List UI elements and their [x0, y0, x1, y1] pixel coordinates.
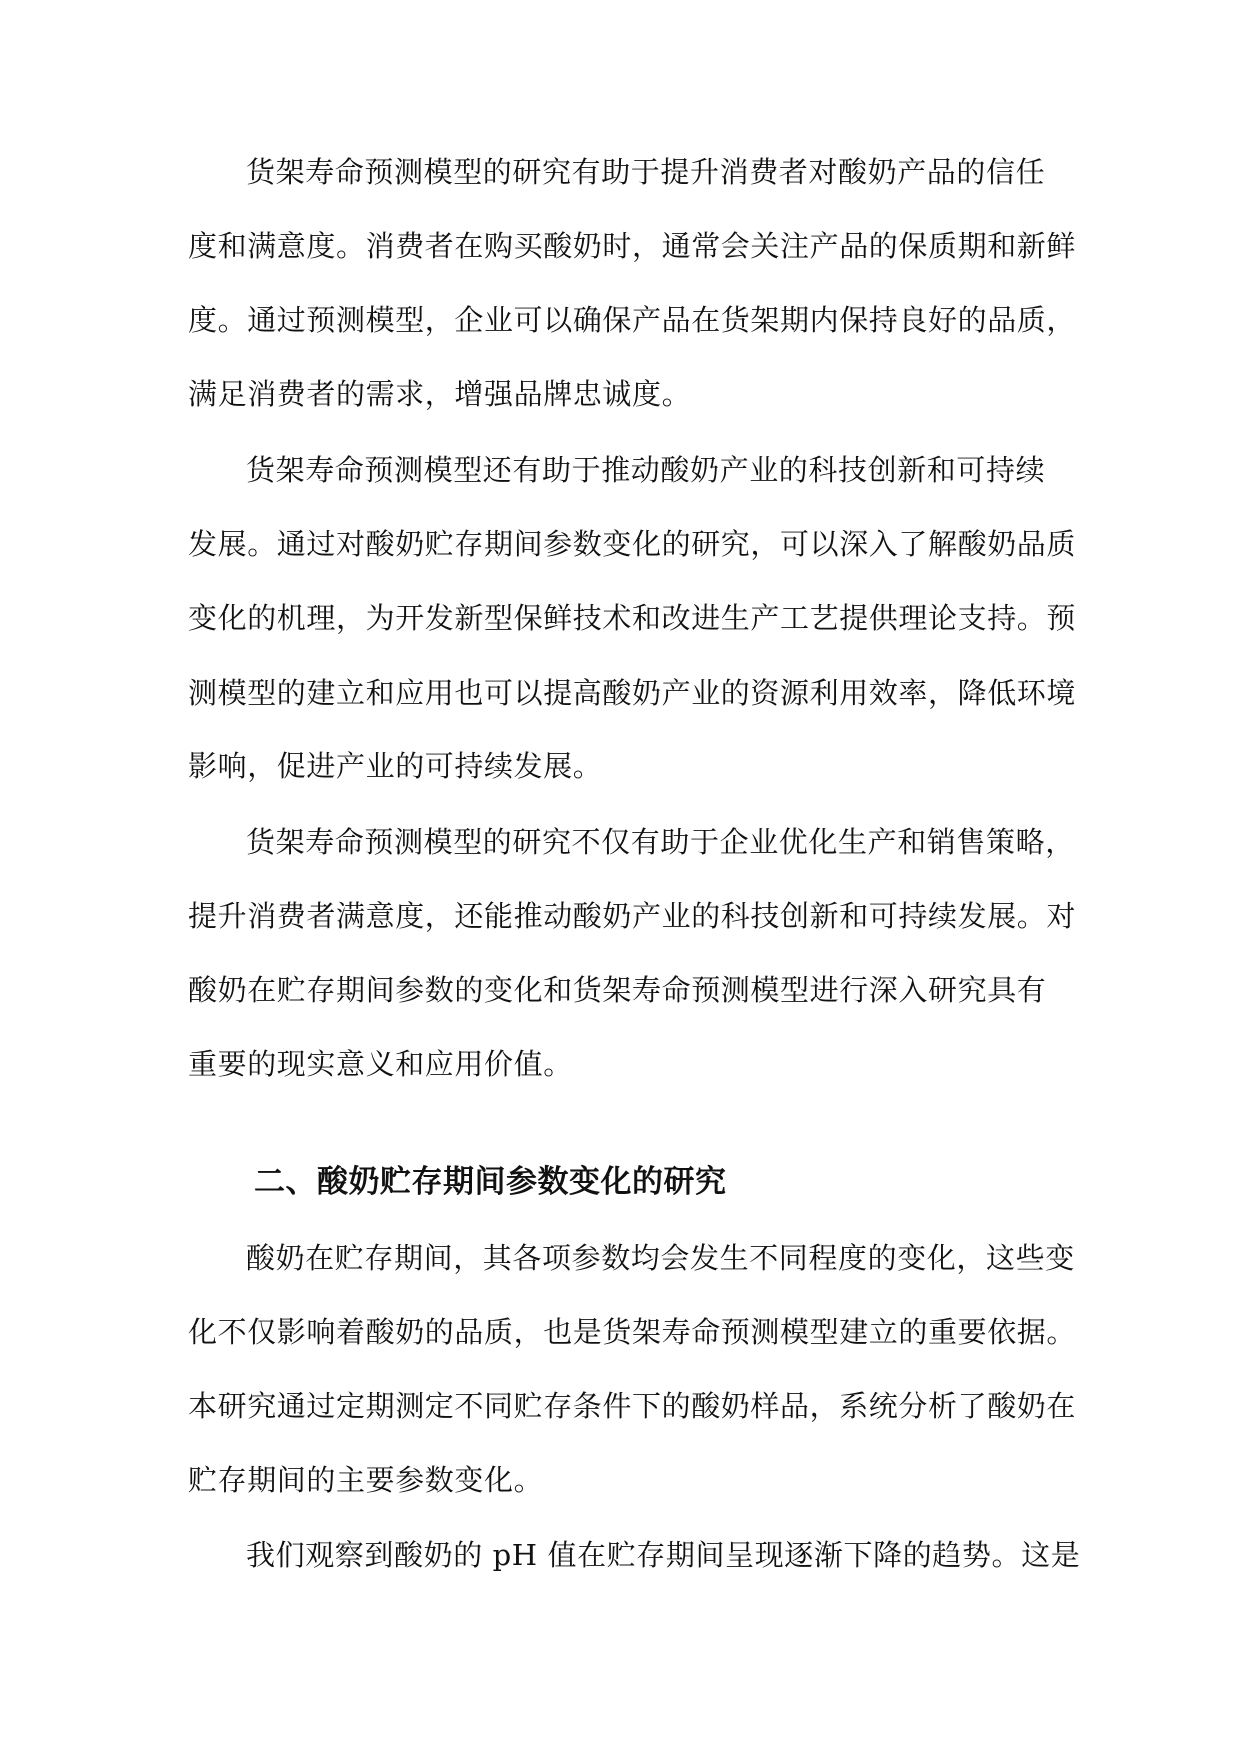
- paragraph-2-line-1: 货架寿命预测模型还有助于推动酸奶产业的科技创新和可持续: [246, 453, 1046, 487]
- section-paragraph-1-line-3: 本研究通过定期测定不同贮存条件下的酸奶样品，系统分析了酸奶在: [188, 1389, 1077, 1423]
- paragraph-1-line-1: 货架寿命预测模型的研究有助于提升消费者对酸奶产品的信任: [246, 155, 1046, 189]
- paragraph-3-line-1: 货架寿命预测模型的研究不仅有助于企业优化生产和销售策略，: [246, 825, 1075, 859]
- paragraph-3-line-4: 重要的现实意义和应用价值。: [188, 1047, 573, 1081]
- paragraph-1-line-4: 满足消费者的需求，增强品牌忠诚度。: [188, 377, 692, 411]
- paragraph-2-line-3: 变化的机理，为开发新型保鲜技术和改进生产工艺提供理论支持。预: [188, 601, 1077, 635]
- paragraph-2-line-4: 测模型的建立和应用也可以提高酸奶产业的资源利用效率，降低环境: [188, 676, 1077, 710]
- paragraph-2-line-2: 发展。通过对酸奶贮存期间参数变化的研究，可以深入了解酸奶品质: [188, 527, 1077, 561]
- paragraph-3-line-3: 酸奶在贮存期间参数的变化和货架寿命预测模型进行深入研究具有: [188, 973, 1047, 1007]
- section-paragraph-1-line-4: 贮存期间的主要参数变化。: [188, 1463, 544, 1497]
- paragraph-1-line-2: 度和满意度。消费者在购买酸奶时，通常会关注产品的保质期和新鲜: [188, 229, 1077, 263]
- section-paragraph-1-line-2: 化不仅影响着酸奶的品质，也是货架寿命预测模型建立的重要依据。: [188, 1315, 1077, 1349]
- paragraph-2-line-5: 影响，促进产业的可持续发展。: [188, 749, 603, 783]
- section-paragraph-1-line-1: 酸奶在贮存期间，其各项参数均会发生不同程度的变化，这些变: [246, 1241, 1075, 1275]
- section-heading: 二、酸奶贮存期间参数变化的研究: [254, 1164, 727, 1200]
- section-paragraph-2-line-1: 我们观察到酸奶的 pH 值在贮存期间呈现逐渐下降的趋势。这是: [246, 1538, 1081, 1572]
- paragraph-1-line-3: 度。通过预测模型，企业可以确保产品在货架期内保持良好的品质，: [188, 303, 1077, 337]
- paragraph-3-line-2: 提升消费者满意度，还能推动酸奶产业的科技创新和可持续发展。对: [188, 899, 1077, 933]
